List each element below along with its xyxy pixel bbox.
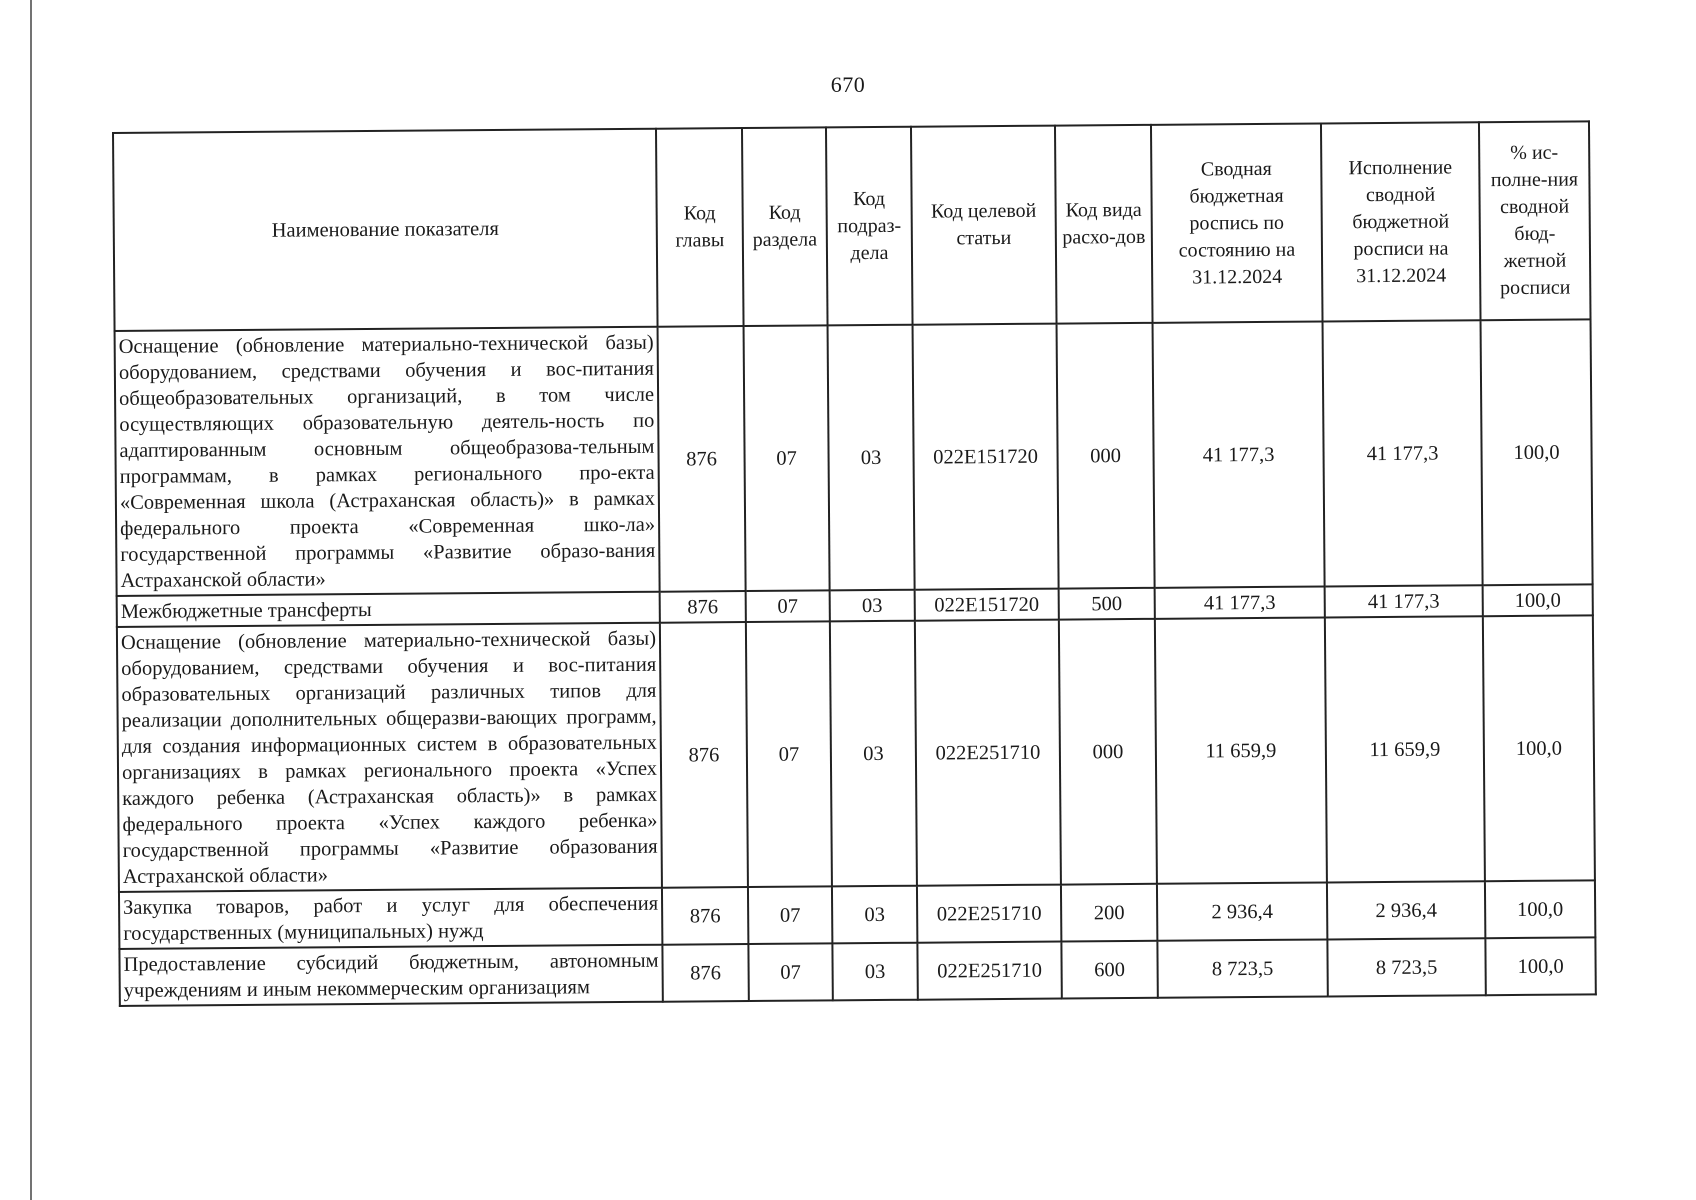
row-execution: 11 659,9 (1325, 616, 1485, 882)
header-subsection-code: Код подраз-дела (826, 127, 913, 326)
row-chapter: 876 (660, 591, 746, 623)
table-header-row (113, 121, 1591, 331)
row-name: Оснащение (обновление материально-технической базы) оборудованием, средствами обучения и вос-питания общеобразовательных организаций, в том числе осуществляющих образовательную деятель-ность по адаптированным основным общеобразова-тельным программам, в рамках регионального про-екта «Современная школа (Астраханская область)» в рамках федерального проекта «Современная шко-ла» государственной программы «Развитие образо-вания Астраханской области» (115, 327, 660, 596)
row-percent: 100,0 (1483, 615, 1595, 881)
row-name: Предоставление субсидий бюджетным, автономным учреждениям и иным некоммерческим организациям (119, 945, 662, 1006)
row-expense-type: 000 (1059, 619, 1157, 885)
header-section-code: Код раздела (742, 127, 828, 326)
row-target: 022Е151720 (913, 324, 1059, 590)
table-row (117, 615, 1595, 892)
row-chapter: 876 (662, 944, 748, 1002)
row-target: 022Е251710 (915, 620, 1061, 886)
header-execution: Исполнение сводной бюджетной росписи на 31.12.2024 (1321, 122, 1481, 321)
row-section: 07 (748, 943, 832, 1001)
row-target: 022Е151720 (915, 589, 1059, 621)
row-target: 022Е251710 (917, 885, 1061, 943)
row-execution: 8 723,5 (1327, 938, 1485, 996)
row-section: 07 (746, 590, 830, 622)
row-subsection: 03 (832, 886, 917, 944)
budget-execution-table (112, 120, 1597, 1007)
row-budget: 2 936,4 (1157, 882, 1327, 940)
row-percent: 100,0 (1481, 319, 1593, 585)
header-name: Наименование показателя (113, 129, 658, 331)
scan-edge-line (30, 0, 32, 1200)
header-target-code: Код целевой статьи (911, 126, 1057, 325)
row-name: Оснащение (обновление материально-технической базы) оборудованием, средствами обучения и вос-питания образовательных организаций различных типов для реализации дополнительных общеразви-вающих программ, для создания информационных систем в образовательных организациях в рамках регионального проекта «Успех каждого ребенка (Астраханская область)» в рамках федерального проекта «Успех каждого ребенка» государственной программы «Развитие образования Астраханской области» (117, 623, 662, 892)
row-chapter: 876 (658, 326, 746, 592)
header-budget-list: Сводная бюджетная роспись по состоянию на 31.12.2024 (1151, 124, 1323, 323)
row-percent: 100,0 (1485, 937, 1595, 995)
row-percent: 100,0 (1483, 584, 1593, 616)
row-section: 07 (744, 325, 830, 591)
row-name: Межбюджетные трансферты (117, 592, 660, 627)
row-execution: 2 936,4 (1327, 881, 1485, 939)
row-expense-type: 200 (1061, 884, 1157, 942)
row-target: 022Е251710 (917, 942, 1061, 1000)
row-subsection: 03 (832, 943, 917, 1001)
row-section: 07 (746, 621, 832, 887)
header-chapter-code: Код главы (656, 128, 744, 327)
table-row (115, 319, 1593, 596)
table-row (119, 937, 1595, 1006)
row-subsection: 03 (830, 590, 915, 622)
row-expense-type: 500 (1059, 588, 1155, 620)
row-section: 07 (748, 886, 832, 944)
row-execution: 41 177,3 (1323, 320, 1483, 586)
row-execution: 41 177,3 (1325, 585, 1483, 617)
page-number: 670 (830, 72, 866, 97)
row-budget: 41 177,3 (1153, 321, 1325, 587)
row-expense-type: 000 (1057, 323, 1155, 589)
row-chapter: 876 (660, 622, 748, 888)
row-expense-type: 600 (1061, 941, 1157, 999)
header-expense-type-code: Код вида расхо-дов (1055, 125, 1153, 324)
row-budget: 8 723,5 (1157, 939, 1327, 997)
header-percent: % ис-полне-ния сводной бюд-жетной росписи (1479, 121, 1591, 320)
row-percent: 100,0 (1485, 880, 1595, 938)
row-subsection: 03 (830, 621, 917, 887)
row-budget: 41 177,3 (1155, 586, 1325, 618)
row-chapter: 876 (662, 887, 748, 945)
row-name: Закупка товаров, работ и услуг для обеспечения государственных (муниципальных) нужд (119, 888, 662, 949)
row-subsection: 03 (828, 325, 915, 591)
table-wrapper (112, 120, 1595, 1007)
row-budget: 11 659,9 (1155, 617, 1327, 883)
